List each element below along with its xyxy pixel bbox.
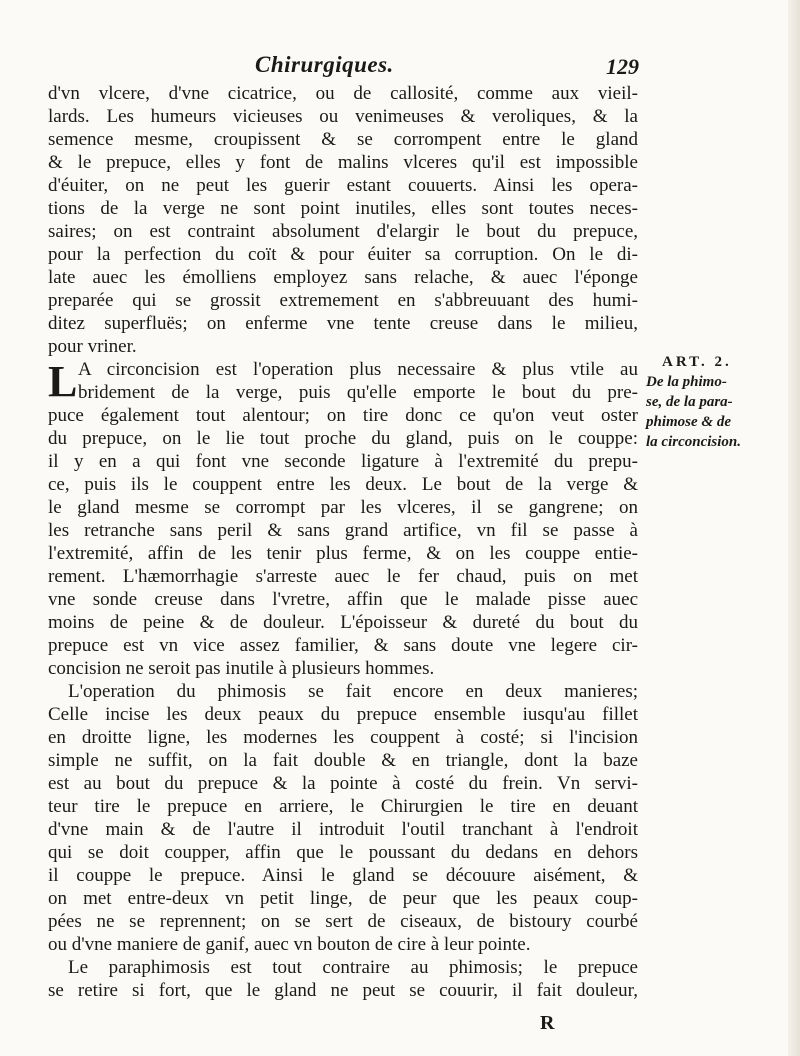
text-line: simple ne suffit, on la fait double & en triangle, dont la baze: [48, 750, 638, 771]
article-label: ART. 2.: [662, 354, 732, 370]
text-line: pour vriner.: [48, 336, 137, 357]
scan-edge: [788, 0, 800, 1056]
text-line: saires; on est contraint absolument d'elargir le bout du prepuce,: [48, 221, 638, 242]
text-line: d'éuiter, on ne peut les guerir estant couuerts. Ainsi les opera-: [48, 175, 638, 196]
margin-note-line: phimose & de: [646, 414, 731, 430]
margin-note-line: De la phimo-: [646, 374, 727, 390]
text-line: l'extremité, affin de les tenir plus ferme, & on les couppe entie-: [48, 543, 638, 564]
text-line: bridement de la verge, puis qu'elle emporte le bout du pre-: [78, 382, 638, 403]
text-line: ce, puis ils le couppent entre les deux. Le bout de la verge &: [48, 474, 638, 495]
paragraph-2: [48, 358, 638, 680]
text-line: d'vn vlcere, d'vne cicatrice, ou de callosité, comme aux vieil-: [48, 83, 638, 104]
text-line: pour la perfection du coït & pour éuiter sa corruption. On le di-: [48, 244, 638, 265]
text-line: late auec les émolliens employez sans relache, & auec l'éponge: [48, 267, 638, 288]
text-line: le gland mesme se corrompt par les vlceres, il se gangrene; on: [48, 497, 638, 518]
text-line: on met entre-deux vn petit linge, de peur que les peaux coup-: [48, 888, 638, 909]
page-number: 129: [606, 54, 639, 79]
drop-capital: L: [48, 357, 78, 406]
text-line: les retranche sans peril & sans grand artifice, vn fil se passe à: [48, 520, 638, 541]
text-line: prepuce est vn vice assez familier, & sans doute vne legere cir-: [48, 635, 638, 656]
text-line: tions de la verge ne sont point inutiles, elles sont toutes neces-: [48, 198, 638, 219]
text-line: il y en a qui font vne seconde ligature à l'extremité du prepu-: [48, 451, 638, 472]
text-line: en droitte ligne, les modernes les couppent à costé; si l'incision: [48, 727, 638, 748]
margin-note-line: se, de la para-: [646, 394, 733, 410]
margin-note: [646, 352, 786, 452]
text-line: Le paraphimosis est tout contraire au phimosis; le prepuce: [68, 957, 638, 978]
text-line: moins de peine & de douleur. L'époisseur & dureté du bout du: [48, 612, 638, 633]
text-line: est au bout du prepuce & la pointe à costé du frein. Vn servi-: [48, 773, 638, 794]
text-line: preparée qui se grossit extremement en s'abbreuuant des humi-: [48, 290, 638, 311]
text-line: lards. Les humeurs vicieuses ou venimeuses & veroliques, & la: [48, 106, 638, 127]
text-line: & le prepuce, elles y font de malins vlceres qu'il est impossible: [48, 152, 638, 173]
catchword: R: [540, 1012, 555, 1034]
text-line-content: A circoncision est l'operation plus necessaire & plus vtile au: [78, 359, 638, 380]
text-line: rement. L'hæmorrhagie s'arreste auec le fer chaud, puis on met: [48, 566, 638, 587]
text-line: puce également tout alentour; on tire donc ce qu'on veut oster: [48, 405, 638, 426]
text-line: d'vne main & de l'autre il introduit l'outil tranchant à l'endroit: [48, 819, 638, 840]
text-line: Celle incise les deux peaux du prepuce ensemble iusqu'au fillet: [48, 704, 638, 725]
text-line: L'operation du phimosis se fait encore en deux manieres;: [68, 681, 638, 702]
text-line: du prepuce, on le lie tout proche du gland, puis on le couppe:: [48, 428, 638, 449]
text-line: qui se doit coupper, affin que le poussant du dedans en dehors: [48, 842, 638, 863]
text-line: teur tire le prepuce en arriere, le Chirurgien le tire en deuant: [48, 796, 638, 817]
running-title: Chirurgiques.: [255, 52, 394, 77]
main-text: [48, 82, 638, 1002]
text-line: ditez superfluës; on enferme vne tente creuse dans le milieu,: [48, 313, 638, 334]
text-line: vne sonde creuse dans l'vretre, affin que le malade pisse auec: [48, 589, 638, 610]
text-line: se retire si fort, que le gland ne peut se couurir, il fait douleur,: [48, 980, 638, 1001]
paragraph-1: [48, 82, 638, 358]
text-line: semence mesme, croupissent & se corrompent entre le gland: [48, 129, 638, 150]
text-line: ou d'vne maniere de ganif, auec vn bouton de cire à leur pointe.: [48, 934, 531, 955]
text-line: concision ne seroit pas inutile à plusieurs hommes.: [48, 658, 435, 679]
margin-note-line: la circoncision.: [646, 434, 742, 450]
text-line: pées ne se reprennent; on se sert de ciseaux, de bistoury courbé: [48, 911, 638, 932]
paragraph-3: [48, 680, 638, 1002]
text-line: il couppe le prepuce. Ainsi le gland se découure aisément, &: [48, 865, 638, 886]
